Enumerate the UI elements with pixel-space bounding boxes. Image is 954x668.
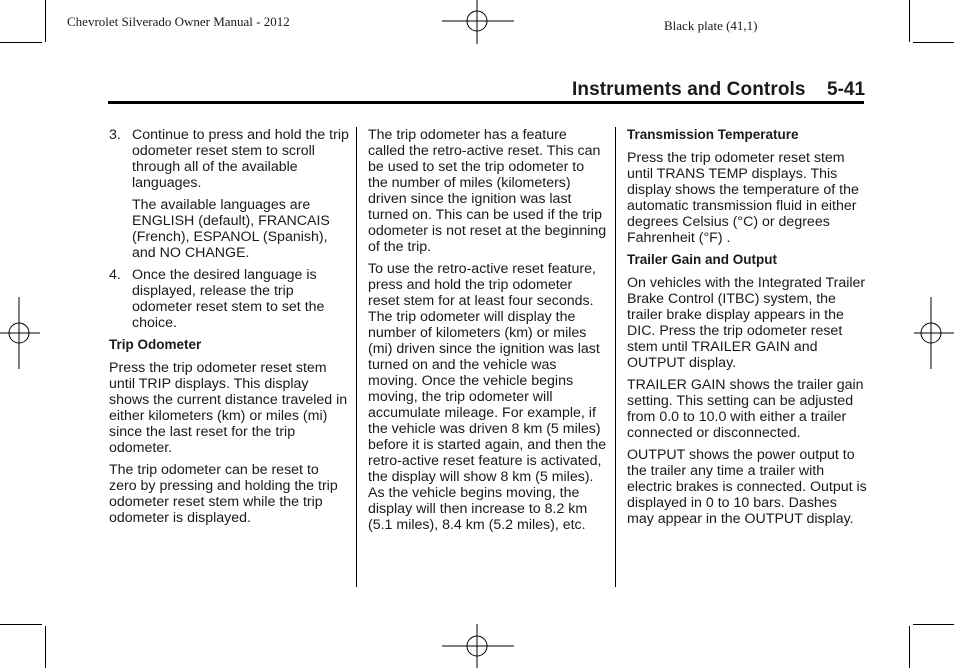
paragraph: On vehicles with the Integrated Trailer Brake Control (ITBC) system, the trailer brake display appears in the DIC. Press the trip odometer reset stem until TRAILER GAIN and OUTPUT display. xyxy=(627,275,866,371)
transmission-temperature-heading: Transmission Temperature xyxy=(627,127,799,142)
column-divider-1 xyxy=(356,127,357,587)
paragraph: Press the trip odometer reset stem until TRIP displays. This display shows the current distance traveled in either kilometers (km) or miles (mi) since the last reset for the trip odometer. xyxy=(109,360,348,456)
crop-mark-bottom-right-h xyxy=(913,624,954,625)
paragraph: TRAILER GAIN shows the trailer gain setting. This setting can be adjusted from 0.0 to 10.0 with either a trailer connected or disconnected. xyxy=(627,377,864,441)
registration-mark-top-icon xyxy=(442,0,514,45)
plate-label: Black plate (41,1) xyxy=(664,18,758,33)
list-number: 4. xyxy=(109,267,121,283)
crop-mark-bottom-left-h xyxy=(0,624,42,625)
crop-mark-bottom-left-v xyxy=(45,626,46,668)
paragraph: The trip odometer has a feature called the retro-active reset. This can be used to set the trip odometer to the number of miles (kilometers) driven since the ignition was last turned on. This can be used if the trip odometer is not reset at the beginning of the trip. xyxy=(368,127,607,255)
column-2 xyxy=(368,127,607,539)
paragraph: OUTPUT shows the power output to the trailer any time a trailer with electric brakes is connected. Output is displayed in 0 to 10 bars. Dashes may appear in the OUTPUT display. xyxy=(627,447,867,527)
crop-mark-top-left-h xyxy=(0,42,42,43)
column-3 xyxy=(627,127,867,533)
paragraph: The trip odometer can be reset to zero by pressing and holding the trip odometer reset stem while the trip odometer is displayed. xyxy=(109,462,338,526)
sub-paragraph: The available languages are ENGLISH (default), FRANCAIS (French), ESPANOL (Spanish), and NO CHANGE. xyxy=(132,197,330,261)
manual-title: Chevrolet Silverado Owner Manual - 2012 xyxy=(67,14,290,29)
list-text: Once the desired language is displayed, release the trip odometer reset stem to set the choice. xyxy=(132,267,325,331)
paragraph: To use the retro-active reset feature, press and hold the trip odometer reset stem for at least four seconds. The trip odometer will display the number of kilometers (km) or miles (mi) driven since the ignition was last turned on and the vehicle was moving. Once the vehicle begins moving, the trip odometer will accumulate mileage. For example, if the vehicle was driven 8 km (5 miles) before it is started again, and then the retro-active reset feature is activated, the display will show 8 km (5 miles). As the vehicle begins moving, the display will then increase to 8.2 km (5.1 miles), 8.4 km (5.2 miles), etc. xyxy=(368,261,607,533)
section-title: Instruments and Controls xyxy=(572,79,806,100)
list-number: 3. xyxy=(109,127,121,143)
list-text: Continue to press and hold the trip odometer reset stem to scroll through all of the available languages. xyxy=(132,127,349,191)
registration-mark-bottom-icon xyxy=(442,624,514,668)
page-number: 5-41 xyxy=(827,79,866,100)
header-rule xyxy=(108,101,864,104)
registration-mark-right-icon xyxy=(914,297,954,369)
registration-mark-left-icon xyxy=(0,297,40,369)
list-item xyxy=(109,267,349,331)
crop-mark-bottom-right-v xyxy=(909,626,910,668)
paragraph: Press the trip odometer reset stem until TRANS TEMP displays. This display shows the temperature of the automatic transmission fluid in either degrees Celsius (°C) or degrees Fahrenheit (°F) . xyxy=(627,150,859,246)
crop-mark-top-left-v xyxy=(45,0,46,42)
crop-mark-top-right-h xyxy=(913,42,954,43)
trip-odometer-heading: Trip Odometer xyxy=(109,337,202,352)
column-1 xyxy=(109,127,349,532)
trailer-gain-heading: Trailer Gain and Output xyxy=(627,252,778,267)
list-item xyxy=(109,127,349,191)
crop-mark-top-right-v xyxy=(909,0,910,42)
column-divider-2 xyxy=(615,127,616,587)
